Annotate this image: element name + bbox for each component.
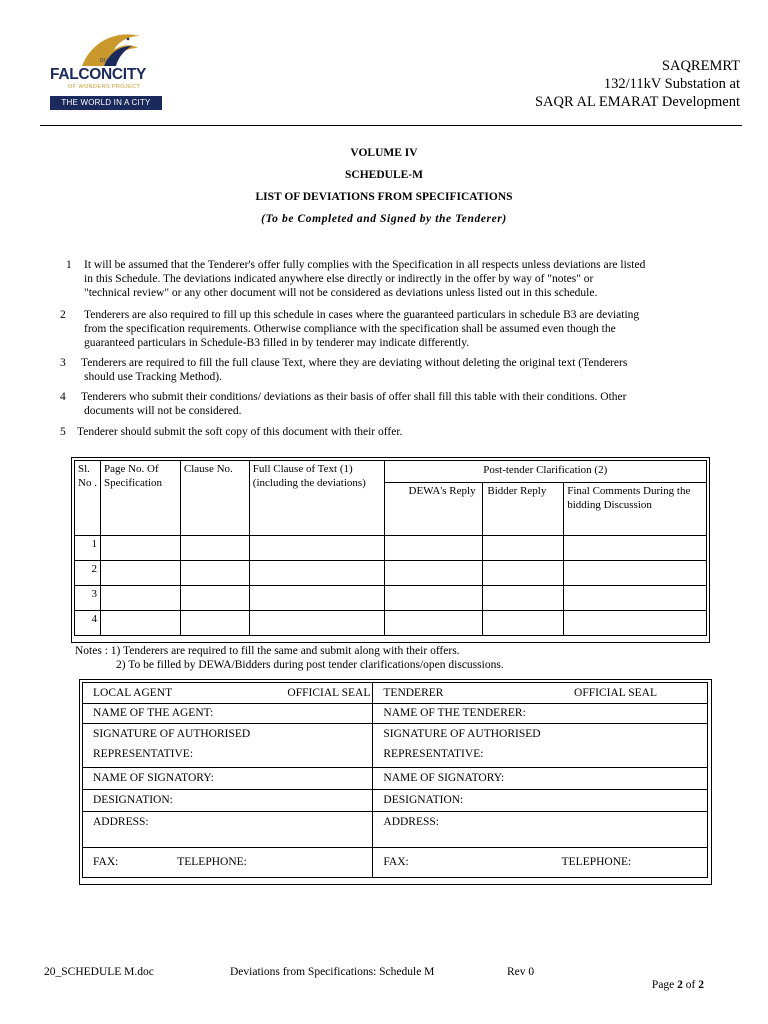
falconcity-logo [48, 28, 166, 114]
local-agent-cell [83, 683, 373, 704]
list-title: LIST OF DEVIATIONS FROM SPECIFICATIONS [255, 191, 513, 203]
clause-text [60, 308, 756, 350]
row-number: 4 [75, 611, 101, 636]
header-rule [40, 125, 742, 126]
page-of: of [682, 979, 699, 991]
clause-number: 5 [60, 426, 66, 438]
table-row [75, 536, 707, 561]
signature-auth-label: SIGNATURE OF AUTHORISED [383, 728, 541, 740]
header-full-clause: Full Clause of Text (1) (including the deviations) [249, 461, 384, 536]
schedule-title: SCHEDULE-M [345, 169, 423, 181]
clause-line: It will be assumed that the Tenderer's offer fully complies with the Specification in all respects unless deviations are listed [84, 259, 646, 271]
row-number: 2 [75, 561, 101, 586]
table-cell[interactable] [180, 536, 249, 561]
logo-dubai: DUBAI [100, 58, 118, 64]
signature-auth-label: SIGNATURE OF AUTHORISED [93, 728, 251, 740]
header-substation: 132/11kV Substation at [603, 76, 740, 92]
clause-line: Tenderers are also required to fill up this schedule in cases where the guaranteed particulars in schedule B3 are deviating [84, 309, 640, 321]
table-cell[interactable] [180, 561, 249, 586]
page-total: 2 [698, 979, 704, 991]
page-number: 2 [677, 979, 683, 991]
header-page-no: Page No. Of Specification [100, 461, 180, 536]
logo-name: FALCONCITY [50, 66, 147, 83]
table-cell[interactable] [384, 611, 483, 636]
clause-line: Tenderers who submit their conditions/ deviations as their basis of offer shall fill this table with their conditions. Other [81, 391, 627, 403]
deviation-table [74, 460, 707, 636]
instruction-title: (To be Completed and Signed by the Tenderer) [261, 213, 507, 225]
table-cell[interactable] [564, 561, 707, 586]
table-cell[interactable] [100, 586, 180, 611]
table-cell[interactable] [483, 586, 564, 611]
clause-line: should use Tracking Method). [84, 371, 222, 383]
representative-label: REPRESENTATIVE: [383, 748, 484, 760]
note-1: Notes : 1) Tenderers are required to fill the same and submit along with their offers. [75, 645, 460, 657]
table-cell[interactable] [249, 561, 384, 586]
header-dewa-reply: DEWA's Reply [384, 483, 483, 536]
footer-title: Deviations from Specifications: Schedule M [230, 966, 435, 978]
footer-revision: Rev 0 [507, 966, 535, 978]
clause-4 [60, 390, 756, 418]
table-cell[interactable] [483, 536, 564, 561]
table-row [75, 586, 707, 611]
header-code: SAQREMRT [661, 58, 740, 74]
table-cell[interactable] [384, 536, 483, 561]
name-signatory-right[interactable]: NAME OF SIGNATORY: [373, 768, 708, 790]
clause-line: Tenderer should submit the soft copy of this document with their offer. [77, 426, 403, 438]
telephone-label: TELEPHONE: [177, 856, 247, 868]
tenderer-label: TENDERER [383, 687, 444, 699]
clause-number: 1 [66, 259, 72, 271]
table-cell[interactable] [564, 536, 707, 561]
header-bidder-reply: Bidder Reply [483, 483, 564, 536]
fax-label: FAX: [93, 856, 119, 868]
table-cell[interactable] [249, 586, 384, 611]
official-seal-left: OFFICIAL SEAL [287, 687, 371, 699]
page-prefix: Page [651, 979, 678, 991]
address-left[interactable]: ADDRESS: [83, 812, 373, 848]
note-2: 2) To be filled by DEWA/Bidders during post tender clarifications/open discussions. [116, 659, 504, 671]
official-seal-right: OFFICIAL SEAL [574, 687, 657, 699]
clause-text [60, 425, 756, 439]
table-cell[interactable] [100, 561, 180, 586]
header-final-comments: Final Comments During the bidding Discussion [564, 483, 707, 536]
table-cell[interactable] [564, 586, 707, 611]
clause-text [60, 356, 756, 384]
signature-table [82, 682, 708, 878]
representative-label: REPRESENTATIVE: [93, 748, 194, 760]
table-cell[interactable] [564, 611, 707, 636]
document-header [535, 57, 740, 111]
table-cell[interactable] [100, 536, 180, 561]
clause-line: guaranteed particulars in Schedule-B3 filled in by tenderer may indicate differently. [84, 337, 470, 349]
volume-title: VOLUME IV [350, 147, 418, 159]
clause-line: from the specification requirements. Otherwise compliance with the specification shall be assumed even though the [84, 323, 616, 335]
clause-line: documents will not be considered. [84, 405, 242, 417]
designation-left[interactable]: DESIGNATION: [83, 790, 373, 812]
clause-text [60, 390, 756, 418]
name-signatory-left[interactable]: NAME OF SIGNATORY: [83, 768, 373, 790]
logo-tagline: OF WONDERS PROJECT [68, 84, 141, 90]
designation-right[interactable]: DESIGNATION: [373, 790, 708, 812]
header-clause-no: Clause No. [180, 461, 249, 536]
header-sl-no: Sl. No . [75, 461, 101, 536]
table-cell[interactable] [483, 611, 564, 636]
clause-2 [60, 308, 756, 350]
clause-number: 3 [60, 357, 66, 369]
header-development: SAQR AL EMARAT Development [534, 94, 740, 110]
table-row [75, 561, 707, 586]
clause-line: "technical review" or any other document will not be considered as deviations unless listed out in this schedule. [84, 287, 598, 299]
tenderer-cell [373, 683, 708, 704]
table-cell[interactable] [384, 586, 483, 611]
telephone-label: TELEPHONE: [561, 856, 632, 868]
row-number: 3 [75, 586, 101, 611]
table-row [75, 611, 707, 636]
clause-line: Tenderers are required to fill the full clause Text, where they are deviating without deleting the original text (Tenderers [81, 357, 628, 369]
clause-1 [66, 258, 756, 300]
clause-5 [60, 425, 756, 439]
fax-telephone-right[interactable] [373, 848, 708, 878]
table-cell[interactable] [100, 611, 180, 636]
title-block [0, 146, 768, 234]
clause-number: 2 [60, 309, 66, 321]
clause-3 [60, 356, 756, 384]
page-indicator [652, 979, 704, 991]
signature-auth-right[interactable] [373, 724, 708, 768]
clause-number: 4 [60, 391, 66, 403]
table-cell[interactable] [249, 611, 384, 636]
table-cell[interactable] [249, 536, 384, 561]
clause-line: in this Schedule. The deviations indicated anywhere else directly or indirectly in the offer by way of "notes" or [84, 273, 594, 285]
table-cell[interactable] [180, 586, 249, 611]
fax-telephone-left[interactable] [83, 848, 373, 878]
header-post-tender: Post-tender Clarification (2) [384, 461, 706, 483]
name-agent-field[interactable]: NAME OF THE AGENT: [83, 704, 373, 724]
local-agent-label: LOCAL AGENT [93, 687, 173, 699]
fax-label: FAX: [383, 856, 409, 868]
footer-filename: 20_SCHEDULE M.doc [44, 966, 154, 978]
table-notes [75, 644, 504, 672]
table-cell[interactable] [384, 561, 483, 586]
logo-band: THE WORLD IN A CITY [50, 96, 162, 110]
address-right[interactable]: ADDRESS: [373, 812, 708, 848]
table-cell[interactable] [180, 611, 249, 636]
signature-auth-left[interactable] [83, 724, 373, 768]
table-cell[interactable] [483, 561, 564, 586]
name-tenderer-field[interactable]: NAME OF THE TENDERER: [373, 704, 708, 724]
row-number: 1 [75, 536, 101, 561]
clause-text [66, 258, 756, 300]
